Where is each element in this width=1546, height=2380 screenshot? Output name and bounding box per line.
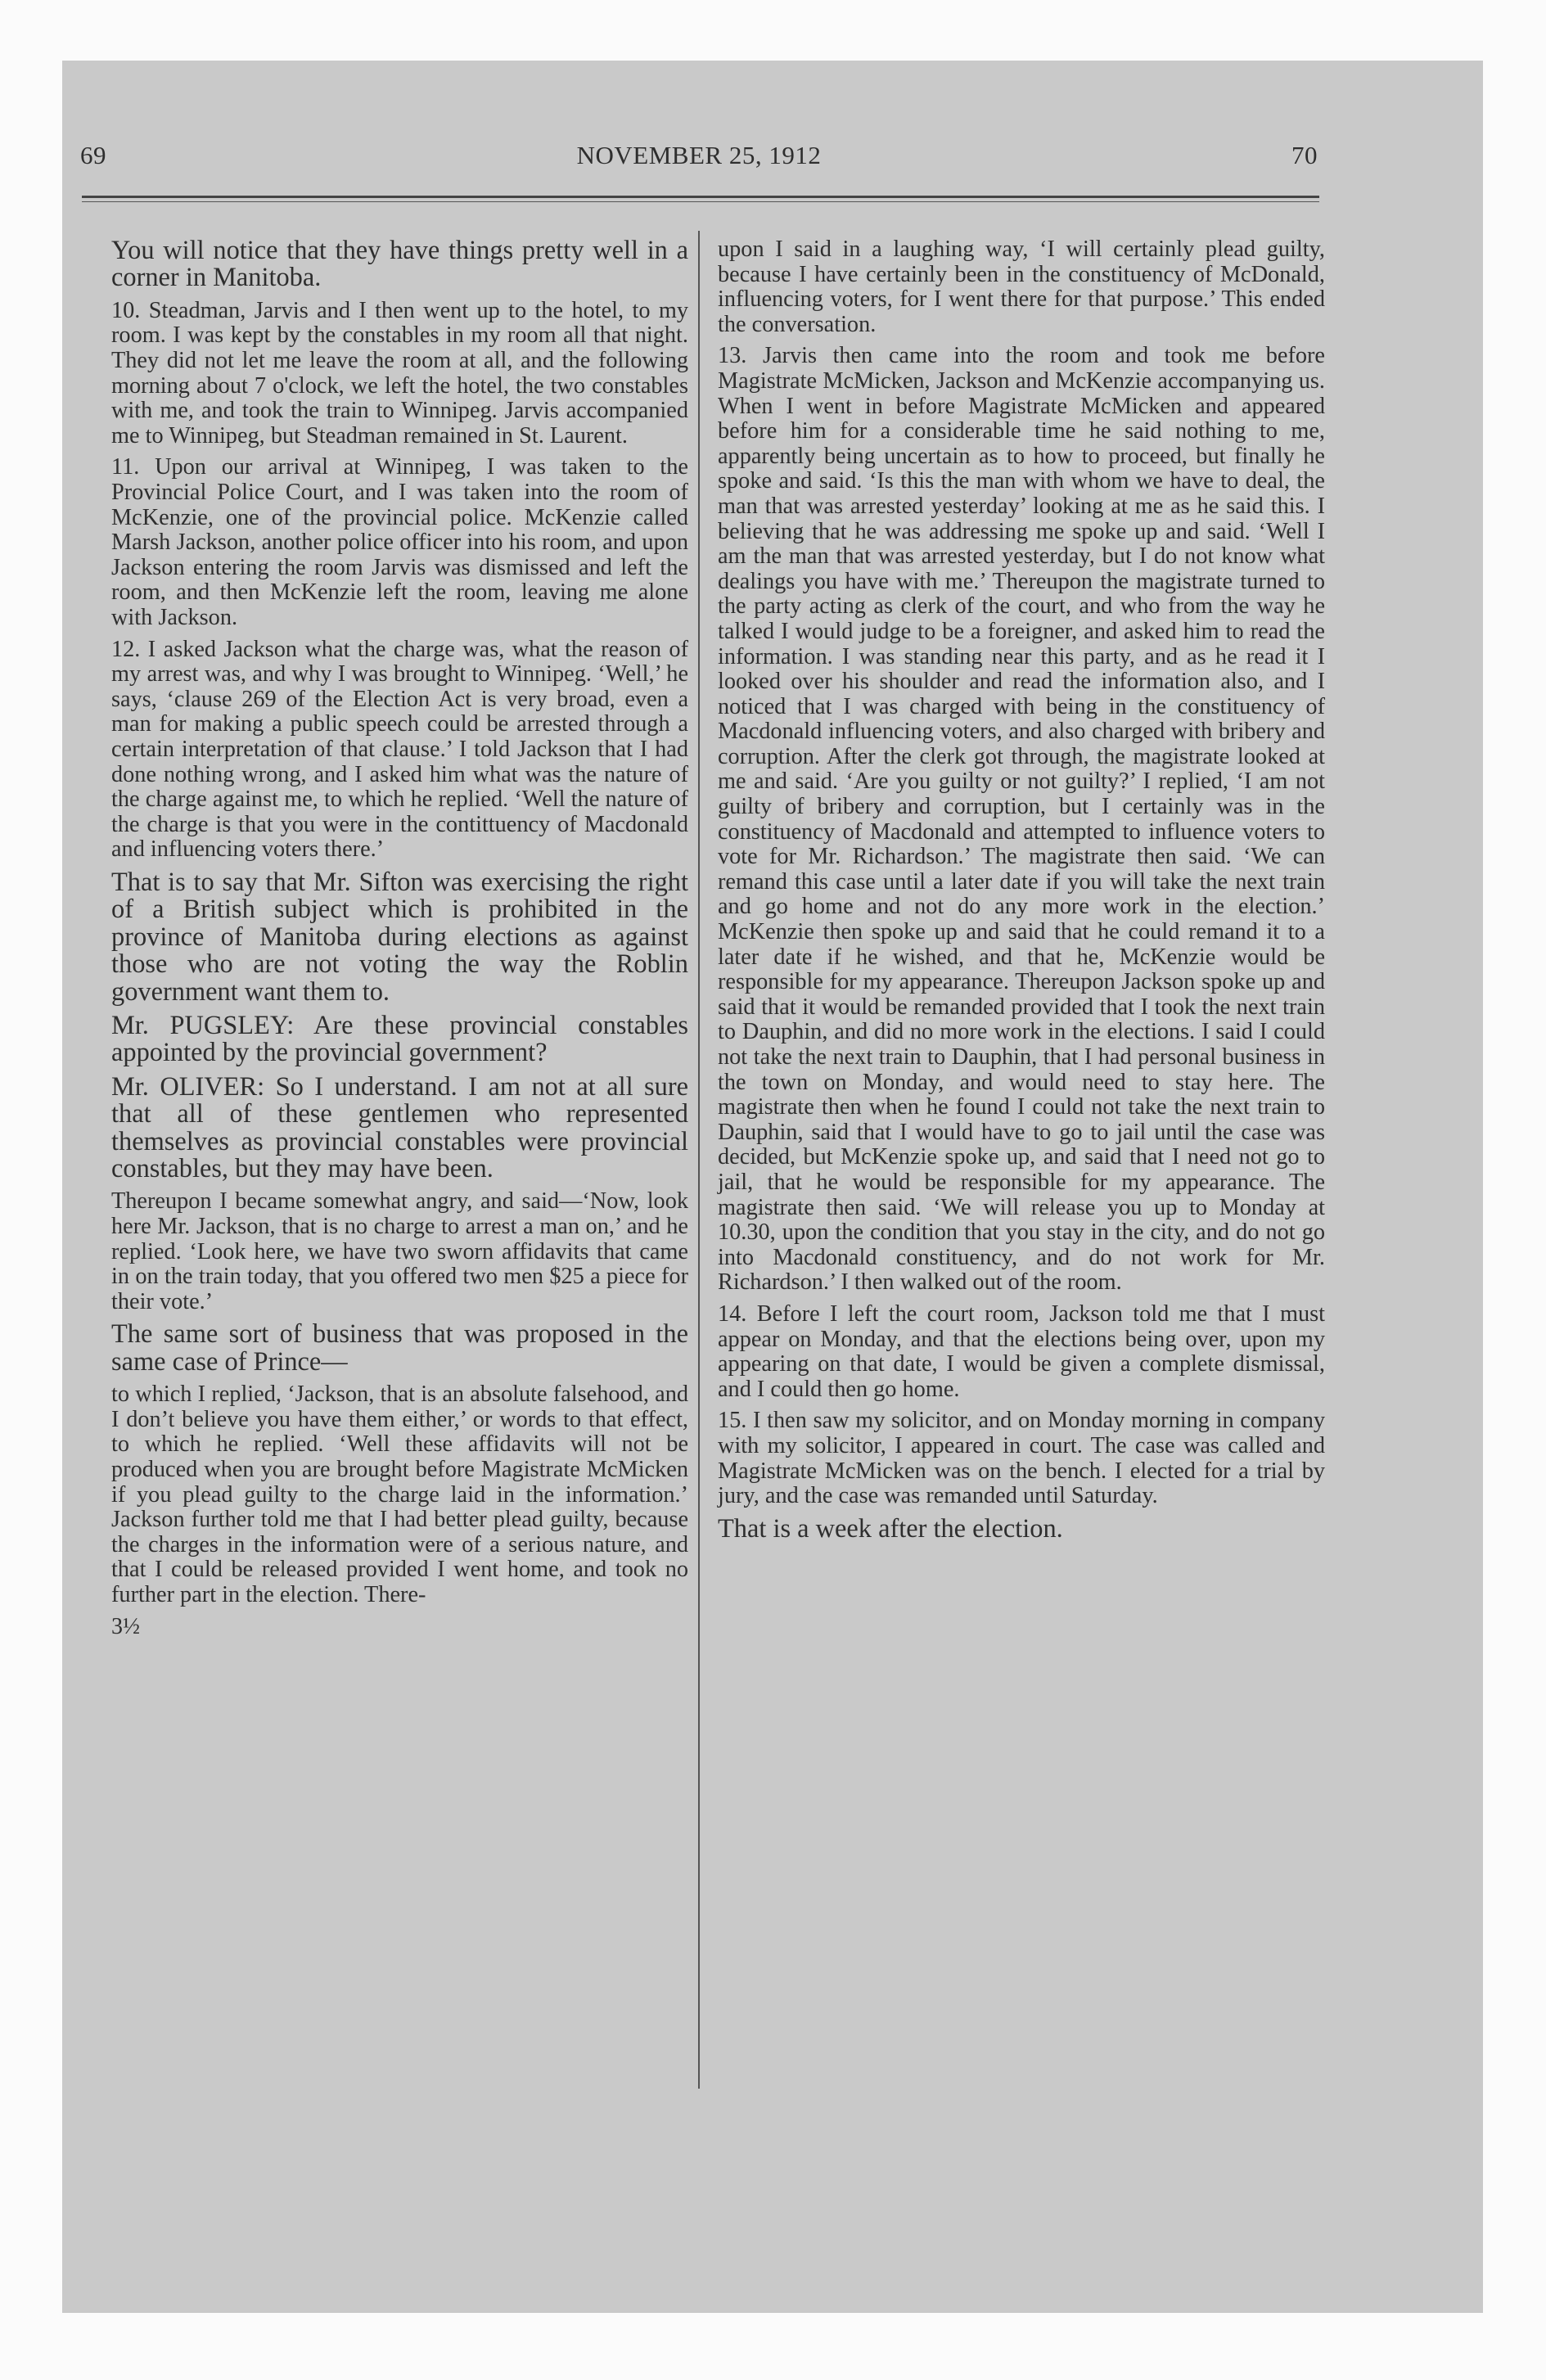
- paragraph: 10. Steadman, Jarvis and I then went up to the hotel, to my room. I was kept by the constables in my room all that night. They did not let me leave the room at all, and the following morning about 7 o'clock, we left the hotel, the two constables with me, and took the train to Winnipeg. Jarvis accompanied me to Winnipeg, but Steadman remained in St. Laurent.: [111, 297, 688, 449]
- paragraph: The same sort of business that was proposed in the same case of Prince—: [111, 1319, 688, 1377]
- paragraph: 14. Before I left the court room, Jackson told me that I must appear on Monday, and that the elections being over, upon my appearing on that date, I would be given a complete dismissal, and I could then go home.: [718, 1300, 1325, 1402]
- paragraph: 15. I then saw my solicitor, and on Monday morning in company with my solicitor, I appeared in court. The case was called and Magistrate McMicken was on the bench. I elected for a trial by jury, and the case was remanded until Saturday.: [718, 1408, 1325, 1509]
- paragraph: Thereupon I became somewhat angry, and said—‘Now, look here Mr. Jackson, that is no charge to arrest a man on,’ and he replied. ‘Look here, we have two sworn affidavits that came in on the train today, that you offered two men $25 a piece for their vote.’: [111, 1188, 688, 1314]
- paragraph: upon I said in a laughing way, ‘I will certainly plead guilty, because I have certainly been in the constituency of McDonald, influencing voters, for I went there for that purpose.’ This ended the conversation.: [718, 237, 1325, 337]
- paragraph: That is to say that Mr. Sifton was exercising the right of a British subject which is prohibited in the province of Manitoba during elections as against those who are not voting the way the Roblin government want them to.: [111, 867, 688, 1007]
- header-date: NOVEMBER 25, 1912: [576, 141, 822, 169]
- page-number-left: 69: [80, 141, 106, 169]
- column-divider: [698, 231, 700, 2089]
- left-column: [111, 237, 688, 1640]
- paragraph: That is a week after the election.: [718, 1513, 1063, 1544]
- paragraph: 12. I asked Jackson what the charge was, what the reason of my arrest was, and why I was brought to Winnipeg. ‘Well,’ he says, ‘clause 269 of the Election Act is very broad, even a man for making a public speech could be arrested through a certain interpretation of that clause.’ I told Jackson that I had done nothing wrong, and I asked him what was the nature of the charge against me, to which he replied. ‘Well the nature of the charge is that you were in the contittuency of Macdonald and influencing voters there.’: [111, 636, 688, 863]
- paragraph: 13. Jarvis then came into the room and took me before Magistrate McMicken, Jackson and McKenzie accompanying us. When I went in before Magistrate McMicken and appeared before him for a considerable time he said nothing to me, apparently being uncertain as to how to proceed, but finally he spoke and said. ‘Is this the man with whom we have to deal, the man that was arrested yesterday’ looking at me as he said this. I believing that he was addressing me spoke up and said. ‘Well I am the man that was arrested yesterday, but I do not know what dealings you have with me.’ Thereupon the magistrate turned to the party acting as clerk of the court, and who from the way he talked I would judge to be a foreigner, and asked him to read the information. I was standing near this party, and as he read it I looked over his shoulder and read the information also, and I noticed that I was charged with being in the constituency of Macdonald influencing voters, and also charged with bribery and corruption. After the clerk got through, the magistrate looked at me and said. ‘Are you guilty or not guilty?’ I replied, ‘I am not guilty of bribery and corruption, but I certainly was in the constituency of Macdonald and attempted to influence voters to vote for Mr. Richardson.’ The magistrate then said. ‘We can remand this case until a later date if you will take the next train and go home and not do any more work in the election.’ McKenzie then spoke up and said that he could remand it to a later date if he wished, and that he, McKenzie would be responsible for my appearance. Thereupon Jackson spoke up and said that it would be remanded provided that I took the next train to Dauphin, and did no more work in the elections. I said I could not take the next train to Dauphin, that I had personal business in the town on Monday, and would need to stay here. The magistrate then when he found I could not take the next train to Dauphin, said that I would have to go to jail until the case was decided, but McKenzie spoke up, and said that I need not go to jail, that he would be responsible for my appearance. The magistrate then said. ‘We will release you up to Monday at 10.30, upon the condition that you stay in the city, and do not go into Macdonald constituency, and do not work for Mr. Richardson.’ I then walked out of the room.: [718, 343, 1325, 1296]
- folio-mark: 3½: [111, 1614, 140, 1640]
- header-rule-thin: [82, 201, 1319, 202]
- page-number-right: 70: [1291, 141, 1318, 169]
- header-rule: [82, 196, 1319, 198]
- paragraph: Mr. OLIVER: So I understand. I am not at all sure that all of these gentlemen who represented themselves as provincial constables were provincial constables, but they may have been.: [111, 1071, 688, 1183]
- paragraph: to which I replied, ‘Jackson, that is an absolute falsehood, and I don’t believe you have them either,’ or words to that effect, to which he replied. ‘Well these affidavits will not be produced when you are brought before Magistrate McMicken if you plead guilty to the charge laid in the information.’ Jackson further told me that I had better plead guilty, because the charges in the information were of a serious nature, and that I could be released provided I went home, and took no further part in the election. There-: [111, 1382, 688, 1607]
- right-column: [718, 237, 1325, 1549]
- paragraph: Mr. PUGSLEY: Are these provincial constables appointed by the provincial government?: [111, 1010, 688, 1068]
- paragraph: You will notice that they have things pretty well in a corner in Manitoba.: [111, 236, 688, 293]
- paragraph: 11. Upon our arrival at Winnipeg, I was taken to the Provincial Police Court, and I was taken into the room of McKenzie, one of the provincial police. McKenzie called Marsh Jackson, another police officer into his room, and upon Jackson entering the room Jarvis was dismissed and left the room, and then McKenzie left the room, leaving me alone with Jackson.: [111, 454, 688, 630]
